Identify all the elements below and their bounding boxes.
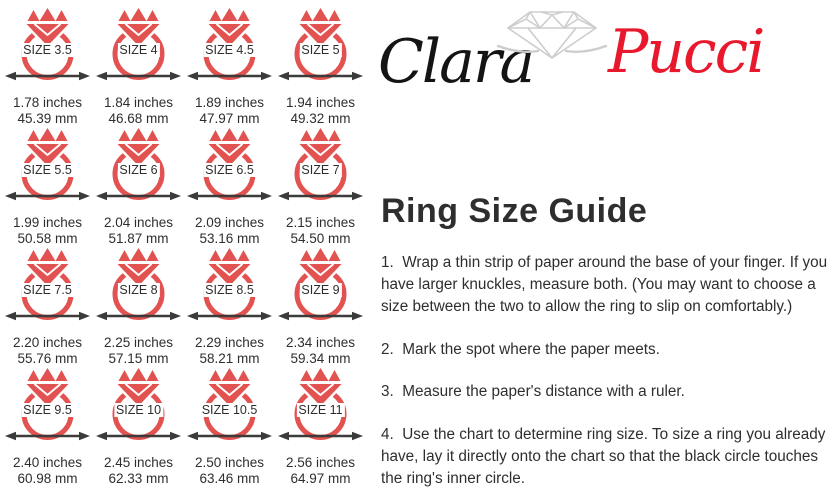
ring-icon (275, 248, 366, 324)
ring-icon (184, 128, 275, 204)
gem-icon (209, 368, 251, 406)
ring-size-label: SIZE 10.5 (201, 403, 258, 417)
ring-diameter-mm: 59.34 mm (290, 350, 351, 366)
gem-icon (300, 128, 342, 166)
ring-measurements (13, 215, 82, 247)
ring-icon (184, 368, 275, 444)
ring-diameter-inches: 2.56 inches (285, 455, 356, 470)
ring-icon (93, 368, 184, 444)
brand-name-clara: Clara (378, 27, 534, 97)
ring-size-cell (184, 368, 275, 488)
ring-diameter-inches: 2.45 inches (103, 455, 174, 470)
ring-diameter-mm: 60.98 mm (17, 470, 78, 486)
instruction-step-4: 4. Use the chart to determine ring size. To size a ring you already have, lay it directly onto the chart so that the black circle touches the ring's inner circle. (381, 426, 830, 488)
ring-measurements (286, 215, 355, 247)
ring-diameter-inches: 1.89 inches (194, 95, 265, 110)
ring-size-cell (2, 248, 93, 368)
ring-diameter-inches: 1.94 inches (285, 95, 356, 110)
ring-size-label: SIZE 5.5 (23, 163, 72, 177)
ring-size-label: SIZE 11 (298, 403, 343, 417)
ring-size-label: SIZE 9 (301, 283, 340, 297)
ring-measurements (104, 95, 173, 127)
ring-measurements (195, 215, 264, 247)
ring-measurements (286, 455, 355, 487)
ring-diameter-inches: 2.50 inches (194, 455, 265, 470)
instruction-step-3: 3. Measure the paper's distance with a ruler. (381, 383, 685, 401)
ring-icon (184, 8, 275, 84)
ring-icon (275, 128, 366, 204)
ring-measurements (195, 335, 264, 367)
ring-size-label: SIZE 8 (119, 283, 158, 297)
instructions-list (381, 252, 836, 501)
ring-diameter-inches: 2.20 inches (12, 335, 83, 350)
ring-size-cell (2, 368, 93, 488)
ring-size-cell (184, 8, 275, 128)
gem-icon (27, 368, 69, 406)
ring-measurements (13, 95, 82, 127)
ring-measurements (13, 335, 82, 367)
ring-size-label: SIZE 4 (119, 43, 158, 57)
gem-icon (209, 128, 251, 166)
ring-diameter-mm: 58.21 mm (199, 350, 260, 366)
gem-icon (209, 248, 251, 286)
ring-size-cell (184, 128, 275, 248)
ring-diameter-inches: 2.04 inches (103, 215, 174, 230)
ring-diameter-inches: 1.84 inches (103, 95, 174, 110)
gem-icon (27, 128, 69, 166)
gem-icon (300, 8, 342, 46)
ring-measurements (104, 455, 173, 487)
ring-diameter-mm: 62.33 mm (108, 470, 169, 486)
brand-name-pucci: Pucci (608, 17, 764, 87)
gem-icon (118, 248, 160, 286)
ring-size-cell (93, 128, 184, 248)
ring-diameter-mm: 51.87 mm (108, 230, 169, 246)
ring-diameter-mm: 63.46 mm (199, 470, 260, 486)
ring-diameter-inches: 1.78 inches (12, 95, 83, 110)
ring-icon (275, 8, 366, 84)
ring-size-label: SIZE 8.5 (205, 283, 254, 297)
ring-diameter-inches: 2.40 inches (12, 455, 83, 470)
ring-diameter-mm: 49.32 mm (290, 110, 351, 126)
ring-icon (184, 248, 275, 324)
ring-size-chart (2, 8, 366, 488)
ring-size-label: SIZE 3.5 (23, 43, 72, 57)
ring-diameter-mm: 45.39 mm (17, 110, 78, 126)
instruction-step-2: 2. Mark the spot where the paper meets. (381, 340, 660, 358)
ring-diameter-inches: 2.29 inches (194, 335, 265, 350)
gem-icon (209, 8, 251, 46)
ring-size-cell (275, 8, 366, 128)
ring-measurements (286, 335, 355, 367)
ring-icon (2, 8, 93, 84)
ring-size-label: SIZE 6 (119, 163, 158, 177)
ring-size-label: SIZE 10 (115, 403, 162, 417)
ring-size-cell (275, 248, 366, 368)
ring-icon (2, 128, 93, 204)
ring-icon (2, 248, 93, 324)
gem-icon (300, 368, 342, 406)
page-title: Ring Size Guide (381, 192, 648, 230)
instruction-step-1: 1. Wrap a thin strip of paper around the base of your finger. If you have larger knuckles, measure both. (You may want to choose a size between the two to allow the ring to slip on comfortably.) (381, 254, 832, 315)
ring-diameter-inches: 2.25 inches (103, 335, 174, 350)
gem-icon (118, 128, 160, 166)
ring-measurements (286, 95, 355, 127)
gem-icon (27, 248, 69, 286)
ring-diameter-mm: 53.16 mm (199, 230, 260, 246)
gem-icon (27, 8, 69, 46)
ring-diameter-inches: 2.34 inches (285, 335, 356, 350)
ring-size-cell (93, 368, 184, 488)
ring-diameter-mm: 46.68 mm (108, 110, 169, 126)
ring-size-label: SIZE 9.5 (23, 403, 72, 417)
ring-icon (93, 8, 184, 84)
ring-diameter-mm: 64.97 mm (290, 470, 351, 486)
ring-measurements (195, 455, 264, 487)
gem-icon (118, 368, 160, 406)
ring-icon (2, 368, 93, 444)
ring-size-label: SIZE 5 (301, 43, 340, 57)
ring-size-label: SIZE 7 (301, 163, 340, 177)
ring-diameter-mm: 57.15 mm (108, 350, 169, 366)
ring-diameter-mm: 54.50 mm (290, 230, 351, 246)
ring-size-cell (275, 128, 366, 248)
ring-diameter-inches: 1.99 inches (12, 215, 83, 230)
ring-measurements (13, 455, 82, 487)
brand-logo (378, 6, 838, 108)
ring-size-cell (2, 8, 93, 128)
ring-size-cell (2, 128, 93, 248)
diamond-outline-icon (492, 6, 612, 66)
ring-icon (93, 248, 184, 324)
ring-size-cell (93, 8, 184, 128)
ring-measurements (104, 335, 173, 367)
ring-diameter-inches: 2.09 inches (194, 215, 265, 230)
ring-size-label: SIZE 4.5 (205, 43, 254, 57)
ring-size-cell (184, 248, 275, 368)
ring-size-label: SIZE 7.5 (23, 283, 72, 297)
ring-icon (93, 128, 184, 204)
ring-icon (275, 368, 366, 444)
ring-size-cell (93, 248, 184, 368)
ring-diameter-inches: 2.15 inches (285, 215, 356, 230)
gem-icon (118, 8, 160, 46)
ring-measurements (104, 215, 173, 247)
ring-diameter-mm: 50.58 mm (17, 230, 78, 246)
gem-icon (300, 248, 342, 286)
ring-diameter-mm: 47.97 mm (199, 110, 260, 126)
ring-size-label: SIZE 6.5 (205, 163, 254, 177)
ring-measurements (195, 95, 264, 127)
ring-size-cell (275, 368, 366, 488)
ring-diameter-mm: 55.76 mm (17, 350, 78, 366)
